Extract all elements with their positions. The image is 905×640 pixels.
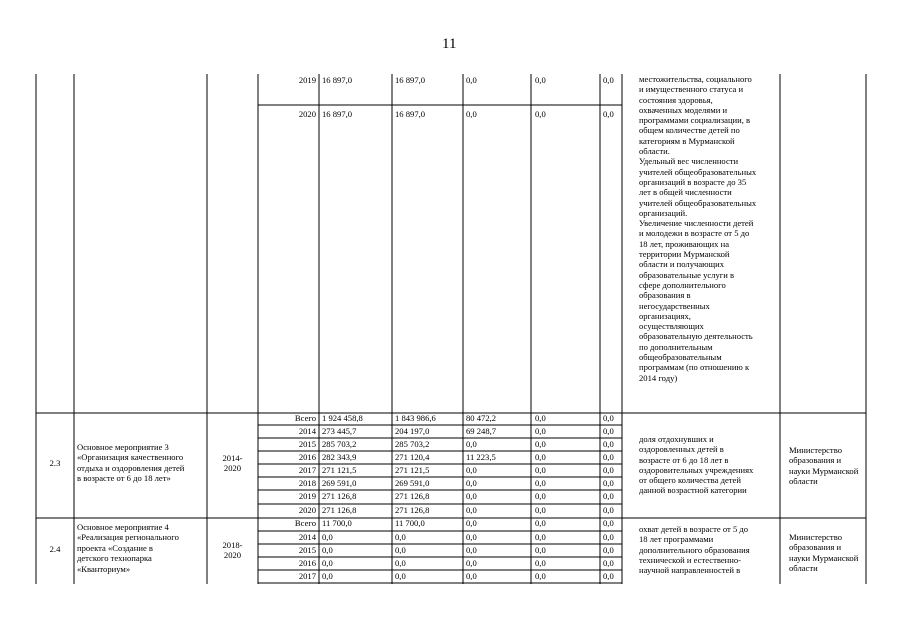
regional-cell: 16 897,0 (395, 109, 426, 119)
year-cell: 2015 (298, 439, 316, 449)
regional-cell: 271 120,4 (395, 452, 430, 462)
regional-cell: 0,0 (395, 571, 406, 581)
federal-cell: 0,0 (466, 109, 477, 119)
regional-cell: 11 700,0 (395, 518, 425, 528)
local-cell: 0,0 (535, 426, 546, 436)
local-cell: 0,0 (535, 571, 546, 581)
federal-cell: 0,0 (466, 571, 477, 581)
activity-title: Основное мероприятие 3 «Организация качественного отдыха и оздоровления детей в возрасте от 6 до 18 лет» (77, 442, 185, 484)
local-cell: 0,0 (535, 491, 546, 501)
local-cell: 0,0 (535, 478, 546, 488)
other-cell: 0,0 (603, 465, 614, 475)
total-cell: 269 591,0 (322, 478, 357, 488)
year-cell: 2020 (298, 109, 316, 119)
federal-cell: 0,0 (466, 518, 477, 528)
row-number: 2.4 (49, 544, 61, 554)
regional-cell: 0,0 (395, 558, 406, 568)
other-cell: 0,0 (603, 439, 614, 449)
regional-cell: 271 126,8 (395, 491, 430, 501)
other-cell: 0,0 (603, 532, 614, 542)
federal-cell: 0,0 (466, 478, 477, 488)
activity-title: Основное мероприятие 4 «Реализация регионального проекта «Создание в детского технопарка «Кванториум» (77, 522, 179, 574)
executor: Министерство образования и науки Мурманской области (789, 532, 859, 573)
year-cell: 2018 (298, 478, 316, 488)
local-cell: 0,0 (535, 413, 546, 423)
federal-cell: 0,0 (466, 505, 477, 515)
local-cell: 0,0 (535, 532, 546, 542)
total-cell: 0,0 (322, 571, 333, 581)
indicators-text: местожительства, социального и имущественного статуса и состояния здоровья, охваченных моделями и программами социализации, в общем количестве детей по категориям в Мурманской области. Удельный вес численности учителей общеобразовательных организаций в возрасте до 35 лет в общей численности учителей общеобразовательных организаций. Увеличение численности детей и молодежи в возрасте от 5 до 18 лет, проживающих на территории Мурманской области и получающих образовательные услуги в сфере дополнительного образования в негосударственных организациях, осуществляющих образовательную деятельность по дополнительным общеобразовательным программам (по отношению к 2014 году) (639, 74, 757, 383)
other-cell: 0,0 (603, 478, 614, 488)
year-cell: 2015 (298, 545, 316, 555)
total-cell: 1 924 458,8 (322, 413, 363, 423)
total-cell: 271 126,8 (322, 491, 357, 501)
executor: Министерство образования и науки Мурманской области (789, 445, 859, 486)
federal-cell: 0,0 (466, 545, 477, 555)
federal-cell: 0,0 (466, 439, 477, 449)
year-cell: 2014 (298, 532, 316, 542)
other-cell: 0,0 (603, 545, 614, 555)
local-cell: 0,0 (535, 439, 546, 449)
regional-cell: 16 897,0 (395, 75, 426, 85)
other-cell: 0,0 (603, 571, 614, 581)
total-cell: 16 897,0 (322, 109, 353, 119)
year-cell: 2017 (298, 571, 316, 581)
year-cell: 2020 (298, 505, 316, 515)
other-cell: 0,0 (603, 505, 614, 515)
total-cell: 16 897,0 (322, 75, 353, 85)
total-cell: 273 445,7 (322, 426, 357, 436)
year-cell: Всего (294, 518, 316, 528)
year-cell: 2016 (298, 452, 316, 462)
other-cell: 0,0 (603, 518, 614, 528)
year-cell: 2019 (298, 75, 316, 85)
total-cell: 0,0 (322, 532, 333, 542)
federal-cell: 11 223,5 (466, 452, 496, 462)
other-cell: 0,0 (603, 413, 614, 423)
federal-cell: 0,0 (466, 75, 477, 85)
year-cell: 2019 (298, 491, 316, 501)
regional-cell: 0,0 (395, 545, 406, 555)
other-cell: 0,0 (603, 558, 614, 568)
federal-cell: 0,0 (466, 465, 477, 475)
period: 2014- 2020 (222, 453, 243, 474)
indicators-text: доля отдохнувших и оздоровленных детей в возрасте от 6 до 18 лет в оздоровительных учреждениях от общего количества детей данной возрастной категории (639, 434, 754, 496)
local-cell: 0,0 (535, 452, 546, 462)
year-cell: 2014 (298, 426, 316, 436)
indicators-text: охват детей в возрасте от 5 до 18 лет программами дополнительного образования технической и естественно- научной направленностей в (639, 524, 750, 576)
total-cell: 271 126,8 (322, 505, 357, 515)
page-number: 11 (442, 36, 457, 52)
period: 2018- 2020 (222, 540, 243, 561)
regional-cell: 271 121,5 (395, 465, 430, 475)
federal-cell: 0,0 (466, 558, 477, 568)
local-cell: 0,0 (535, 75, 546, 85)
year-cell: 2017 (298, 465, 316, 475)
total-cell: 285 703,2 (322, 439, 357, 449)
regional-cell: 0,0 (395, 532, 406, 542)
local-cell: 0,0 (535, 545, 546, 555)
year-cell: 2016 (298, 558, 316, 568)
other-cell: 0,0 (603, 452, 614, 462)
federal-cell: 0,0 (466, 532, 477, 542)
total-cell: 282 343,9 (322, 452, 357, 462)
regional-cell: 269 591,0 (395, 478, 430, 488)
regional-cell: 1 843 986,6 (395, 413, 436, 423)
regional-cell: 204 197,0 (395, 426, 430, 436)
total-cell: 271 121,5 (322, 465, 357, 475)
federal-cell: 80 472,2 (466, 413, 497, 423)
regional-cell: 285 703,2 (395, 439, 430, 449)
local-cell: 0,0 (535, 505, 546, 515)
other-cell: 0,0 (603, 426, 614, 436)
other-cell: 0,0 (603, 109, 614, 119)
total-cell: 0,0 (322, 558, 333, 568)
local-cell: 0,0 (535, 109, 546, 119)
local-cell: 0,0 (535, 558, 546, 568)
other-cell: 0,0 (603, 75, 614, 85)
total-cell: 0,0 (322, 545, 333, 555)
local-cell: 0,0 (535, 465, 546, 475)
year-cell: Всего (294, 413, 316, 423)
total-cell: 11 700,0 (322, 518, 352, 528)
row-number: 2.3 (49, 458, 61, 468)
regional-cell: 271 126,8 (395, 505, 430, 515)
local-cell: 0,0 (535, 518, 546, 528)
federal-cell: 0,0 (466, 491, 477, 501)
federal-cell: 69 248,7 (466, 426, 497, 436)
other-cell: 0,0 (603, 491, 614, 501)
